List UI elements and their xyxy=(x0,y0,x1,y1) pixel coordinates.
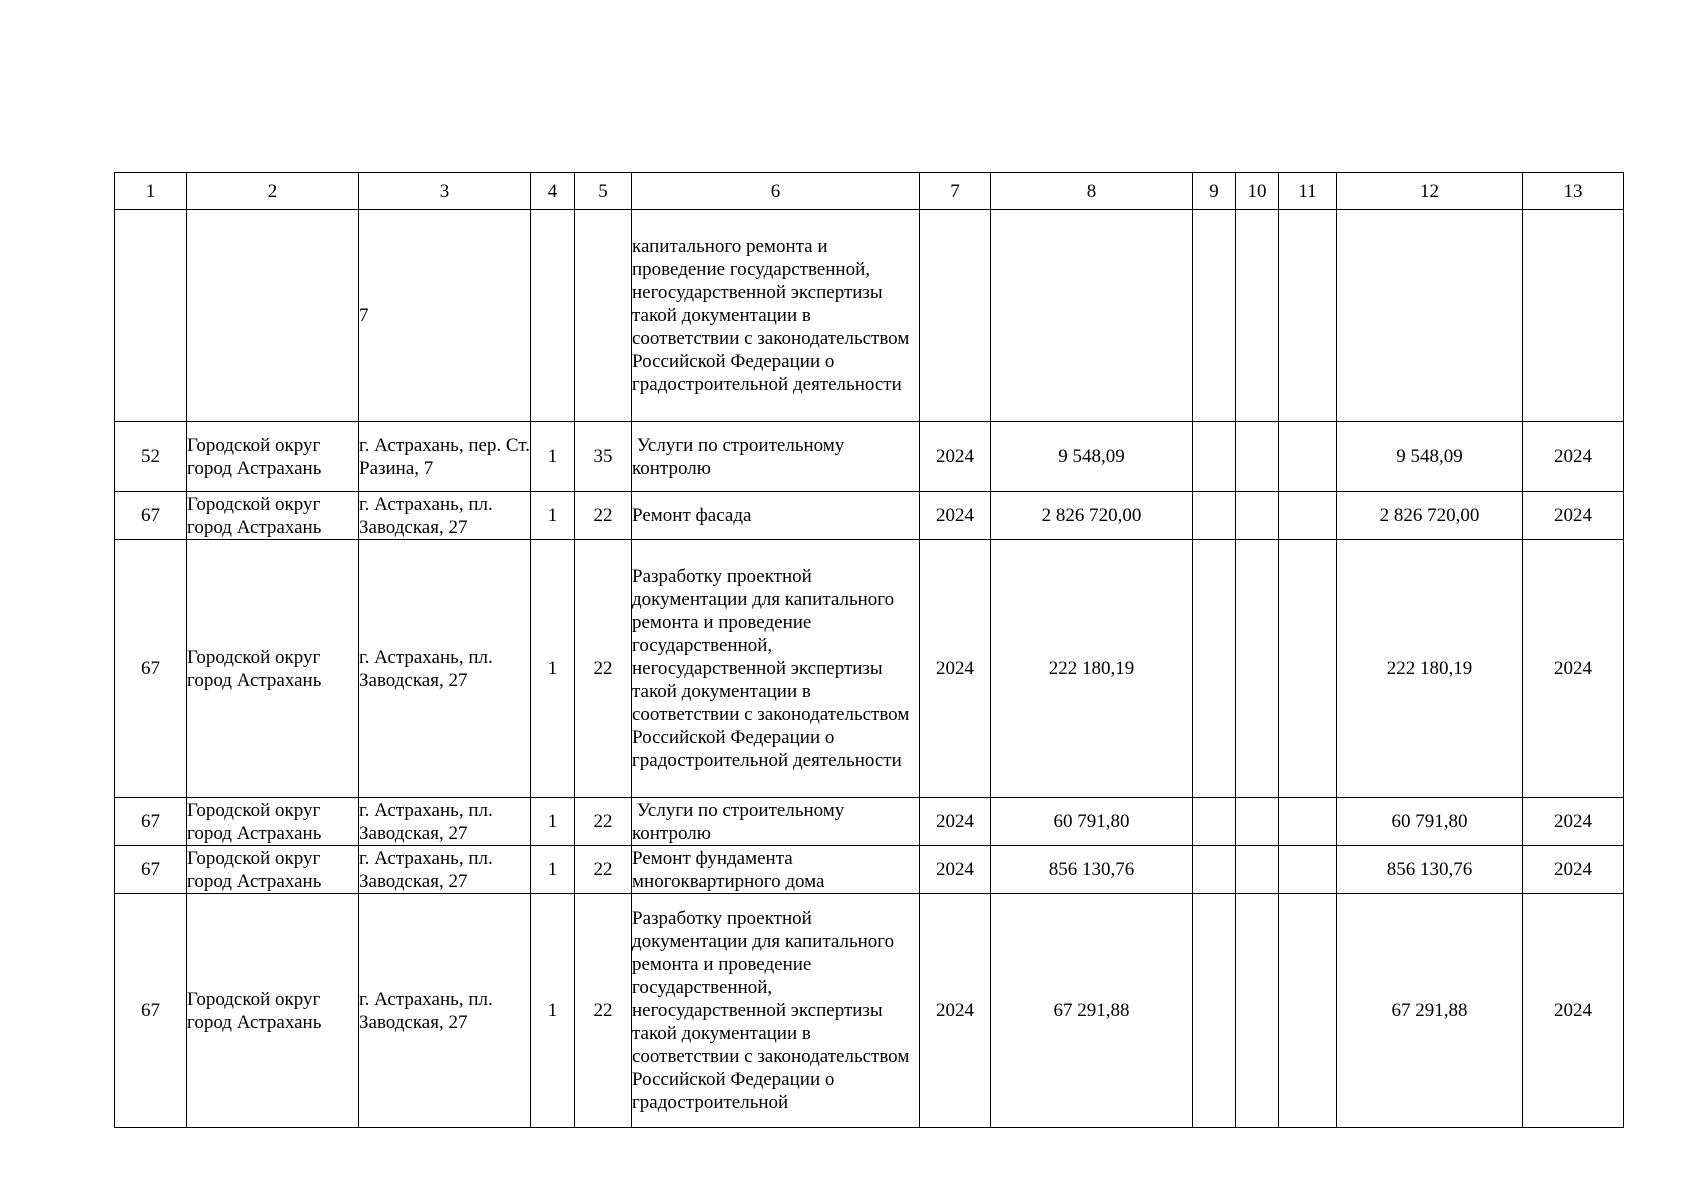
col9-cell xyxy=(1193,210,1236,422)
total-cost-cell: 856 130,76 xyxy=(991,846,1193,894)
completion-year-cell: 2024 xyxy=(1523,422,1624,492)
col11-cell xyxy=(1279,540,1337,798)
table-row xyxy=(115,846,1624,894)
col-header-5: 5 xyxy=(575,173,632,210)
col9-cell xyxy=(1193,846,1236,894)
col10-cell xyxy=(1236,846,1279,894)
fund-cost-cell: 9 548,09 xyxy=(1337,422,1523,492)
table-row xyxy=(115,492,1624,540)
col10-cell xyxy=(1236,894,1279,1128)
col4-cell: 1 xyxy=(531,540,575,798)
year-cell: 2024 xyxy=(920,894,991,1128)
col4-cell: 1 xyxy=(531,492,575,540)
col-header-12: 12 xyxy=(1337,173,1523,210)
col10-cell xyxy=(1236,422,1279,492)
work-type-cell: Услуги по строительному контролю xyxy=(632,422,920,492)
address-cell: г. Астрахань, пл. Заводская, 27 xyxy=(359,798,531,846)
col9-cell xyxy=(1193,540,1236,798)
table-row xyxy=(115,798,1624,846)
col5-cell: 35 xyxy=(575,422,632,492)
col11-cell xyxy=(1279,846,1337,894)
col10-cell xyxy=(1236,492,1279,540)
municipality-cell: Городской округ город Астрахань xyxy=(187,894,359,1128)
address-cell: г. Астрахань, пл. Заводская, 27 xyxy=(359,846,531,894)
work-type-cell: капитального ремонта и проведение государственной, негосударственной экспертизы такой документации в соответствии с законодательством Российской Федерации о градостроительной деятельности xyxy=(632,210,920,422)
municipality-cell: Городской округ город Астрахань xyxy=(187,492,359,540)
total-cost-cell xyxy=(991,210,1193,422)
col11-cell xyxy=(1279,798,1337,846)
row-number-cell: 67 xyxy=(115,798,187,846)
address-cell: г. Астрахань, пл. Заводская, 27 xyxy=(359,492,531,540)
fund-cost-cell: 60 791,80 xyxy=(1337,798,1523,846)
col5-cell: 22 xyxy=(575,846,632,894)
header-row xyxy=(115,173,1624,210)
col11-cell xyxy=(1279,894,1337,1128)
col-header-2: 2 xyxy=(187,173,359,210)
col-header-1: 1 xyxy=(115,173,187,210)
col10-cell xyxy=(1236,540,1279,798)
row-number-cell: 52 xyxy=(115,422,187,492)
row-number-cell: 67 xyxy=(115,846,187,894)
fund-cost-cell xyxy=(1337,210,1523,422)
completion-year-cell: 2024 xyxy=(1523,492,1624,540)
col-header-6: 6 xyxy=(632,173,920,210)
fund-cost-cell: 2 826 720,00 xyxy=(1337,492,1523,540)
col4-cell: 1 xyxy=(531,846,575,894)
address-cell: г. Астрахань, пер. Ст. Разина, 7 xyxy=(359,422,531,492)
col5-cell: 22 xyxy=(575,894,632,1128)
col-header-4: 4 xyxy=(531,173,575,210)
col-header-7: 7 xyxy=(920,173,991,210)
total-cost-cell: 60 791,80 xyxy=(991,798,1193,846)
col-header-9: 9 xyxy=(1193,173,1236,210)
col11-cell xyxy=(1279,210,1337,422)
fund-cost-cell: 67 291,88 xyxy=(1337,894,1523,1128)
col-header-11: 11 xyxy=(1279,173,1337,210)
table-row xyxy=(115,422,1624,492)
col5-cell: 22 xyxy=(575,798,632,846)
address-cell: 7 xyxy=(359,210,531,422)
col4-cell: 1 xyxy=(531,798,575,846)
completion-year-cell: 2024 xyxy=(1523,846,1624,894)
year-cell: 2024 xyxy=(920,798,991,846)
col-header-13: 13 xyxy=(1523,173,1624,210)
work-schedule-table xyxy=(114,172,1624,1128)
year-cell: 2024 xyxy=(920,846,991,894)
fund-cost-cell: 856 130,76 xyxy=(1337,846,1523,894)
row-number-cell: 67 xyxy=(115,540,187,798)
completion-year-cell: 2024 xyxy=(1523,798,1624,846)
completion-year-cell xyxy=(1523,210,1624,422)
table-row xyxy=(115,894,1624,1128)
fund-cost-cell: 222 180,19 xyxy=(1337,540,1523,798)
work-type-cell: Услуги по строительному контролю xyxy=(632,798,920,846)
completion-year-cell: 2024 xyxy=(1523,894,1624,1128)
col9-cell xyxy=(1193,492,1236,540)
col5-cell: 22 xyxy=(575,540,632,798)
col4-cell xyxy=(531,210,575,422)
col5-cell xyxy=(575,210,632,422)
col9-cell xyxy=(1193,798,1236,846)
total-cost-cell: 9 548,09 xyxy=(991,422,1193,492)
col-header-8: 8 xyxy=(991,173,1193,210)
col5-cell: 22 xyxy=(575,492,632,540)
year-cell: 2024 xyxy=(920,422,991,492)
municipality-cell: Городской округ город Астрахань xyxy=(187,846,359,894)
address-cell: г. Астрахань, пл. Заводская, 27 xyxy=(359,894,531,1128)
col10-cell xyxy=(1236,798,1279,846)
col9-cell xyxy=(1193,422,1236,492)
col4-cell: 1 xyxy=(531,422,575,492)
work-type-cell: Разработку проектной документации для капитального ремонта и проведение государственной, негосударственной экспертизы такой документации в соответствии с законодательством Российской Федерации о градостроительной деятельности xyxy=(632,540,920,798)
table-row xyxy=(115,210,1624,422)
col10-cell xyxy=(1236,210,1279,422)
work-type-cell: Ремонт фасада xyxy=(632,492,920,540)
col9-cell xyxy=(1193,894,1236,1128)
year-cell xyxy=(920,210,991,422)
municipality-cell: Городской округ город Астрахань xyxy=(187,798,359,846)
total-cost-cell: 67 291,88 xyxy=(991,894,1193,1128)
col-header-3: 3 xyxy=(359,173,531,210)
work-type-cell: Ремонт фундамента многоквартирного дома xyxy=(632,846,920,894)
work-type-cell: Разработку проектной документации для капитального ремонта и проведение государственной, негосударственной экспертизы такой документации в соответствии с законодательством Российской Федерации о градостроительной xyxy=(632,894,920,1128)
municipality-cell: Городской округ город Астрахань xyxy=(187,540,359,798)
total-cost-cell: 222 180,19 xyxy=(991,540,1193,798)
year-cell: 2024 xyxy=(920,540,991,798)
col-header-10: 10 xyxy=(1236,173,1279,210)
row-number-cell: 67 xyxy=(115,492,187,540)
col11-cell xyxy=(1279,422,1337,492)
municipality-cell: Городской округ город Астрахань xyxy=(187,422,359,492)
completion-year-cell: 2024 xyxy=(1523,540,1624,798)
total-cost-cell: 2 826 720,00 xyxy=(991,492,1193,540)
row-number-cell xyxy=(115,210,187,422)
row-number-cell: 67 xyxy=(115,894,187,1128)
col4-cell: 1 xyxy=(531,894,575,1128)
address-cell: г. Астрахань, пл. Заводская, 27 xyxy=(359,540,531,798)
year-cell: 2024 xyxy=(920,492,991,540)
col11-cell xyxy=(1279,492,1337,540)
municipality-cell xyxy=(187,210,359,422)
table-row xyxy=(115,540,1624,798)
